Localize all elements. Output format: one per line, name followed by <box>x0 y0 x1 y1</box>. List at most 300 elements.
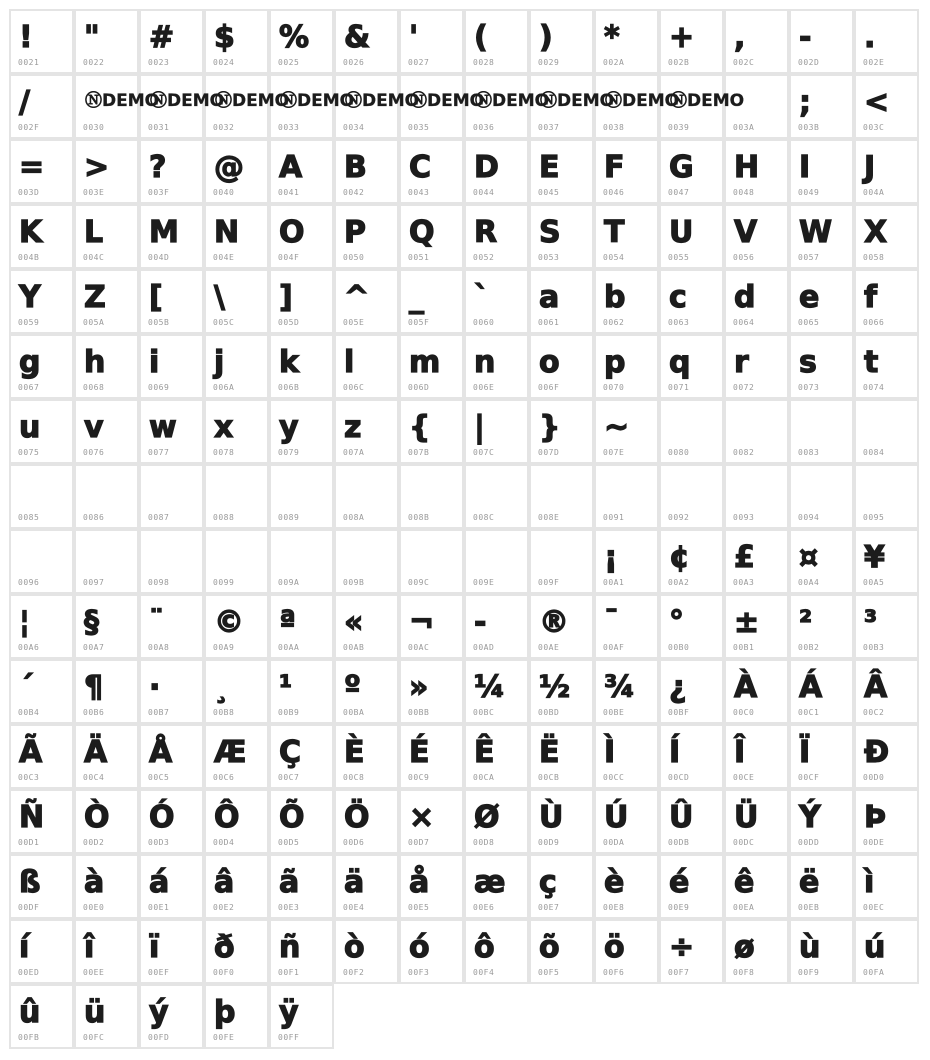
unicode-code-label: 00A8 <box>148 643 170 652</box>
unicode-code-label: 00A1 <box>603 578 625 587</box>
glyph-cell <box>464 789 529 854</box>
unicode-code-label: 00E0 <box>83 903 105 912</box>
glyph-cell <box>854 204 919 269</box>
glyph-sample: ù <box>799 930 820 965</box>
glyph-cell <box>334 204 399 269</box>
glyph-cell <box>789 594 854 659</box>
glyph-sample: P <box>344 215 365 250</box>
glyph-cell <box>334 464 399 529</box>
glyph-cell <box>334 139 399 204</box>
glyph-cell <box>74 529 139 594</box>
glyph-sample: H <box>734 150 759 185</box>
glyph-sample: « <box>344 605 363 640</box>
glyph-cell <box>139 204 204 269</box>
glyph-cell <box>9 659 74 724</box>
glyph-sample: Ç <box>279 735 301 770</box>
unicode-code-label: 002E <box>863 58 885 67</box>
glyph-sample: º <box>344 670 360 705</box>
glyph-sample: Ü <box>734 800 758 835</box>
unicode-code-label: 0088 <box>213 513 235 522</box>
unicode-code-label: 00BF <box>668 708 690 717</box>
unicode-code-label: 00AF <box>603 643 625 652</box>
unicode-code-label: 0040 <box>213 188 235 197</box>
unicode-code-label: 00B4 <box>18 708 40 717</box>
glyph-cell <box>9 334 74 399</box>
unicode-code-label: 007E <box>603 448 625 457</box>
demo-placeholder-glyph: ⓃDEMO <box>150 91 225 111</box>
glyph-cell <box>204 204 269 269</box>
unicode-code-label: 0045 <box>538 188 560 197</box>
glyph-cell <box>204 789 269 854</box>
unicode-code-label: 00AA <box>278 643 300 652</box>
glyph-sample: f <box>864 280 877 315</box>
glyph-cell <box>529 659 594 724</box>
glyph-cell <box>269 464 334 529</box>
glyph-sample: e <box>799 280 819 315</box>
glyph-sample: ÷ <box>669 930 694 965</box>
unicode-code-label: 00AB <box>343 643 365 652</box>
unicode-code-label: 0055 <box>668 253 690 262</box>
glyph-sample: ; <box>799 85 810 120</box>
glyph-cell <box>9 724 74 789</box>
glyph-cell <box>724 464 789 529</box>
glyph-sample: { <box>409 410 430 445</box>
glyph-sample: h <box>84 345 105 380</box>
unicode-code-label: 005D <box>278 318 300 327</box>
unicode-code-label: 0092 <box>668 513 690 522</box>
unicode-code-label: 00AC <box>408 643 430 652</box>
glyph-cell <box>529 399 594 464</box>
glyph-cell <box>399 594 464 659</box>
unicode-code-label: 005B <box>148 318 170 327</box>
unicode-code-label: 004A <box>863 188 885 197</box>
glyph-cell <box>399 334 464 399</box>
glyph-sample: + <box>669 20 694 55</box>
glyph-sample: d <box>734 280 755 315</box>
demo-placeholder-glyph: ⓃDEMO <box>85 91 160 111</box>
unicode-code-label: 00A3 <box>733 578 755 587</box>
glyph-sample: c <box>669 280 686 315</box>
unicode-code-label: 00C8 <box>343 773 365 782</box>
glyph-sample: · <box>149 670 160 705</box>
glyph-sample: ° <box>669 605 683 640</box>
unicode-code-label: 007B <box>408 448 430 457</box>
glyph-cell <box>529 9 594 74</box>
glyph-cell <box>9 919 74 984</box>
unicode-code-label: 0034 <box>343 123 365 132</box>
unicode-code-label: 0066 <box>863 318 885 327</box>
glyph-sample: " <box>84 20 99 55</box>
glyph-cell <box>724 919 789 984</box>
unicode-code-label: 00D1 <box>18 838 40 847</box>
glyph-cell <box>594 269 659 334</box>
glyph-cell <box>464 594 529 659</box>
glyph-sample: Ö <box>344 800 369 835</box>
glyph-cell <box>724 594 789 659</box>
glyph-cell <box>269 789 334 854</box>
glyph-cell <box>529 204 594 269</box>
unicode-code-label: 006F <box>538 383 560 392</box>
glyph-sample: â <box>214 865 234 900</box>
glyph-cell <box>854 659 919 724</box>
demo-placeholder-glyph: ⓃDEMO <box>670 91 745 111</box>
glyph-sample: g <box>19 345 40 380</box>
glyph-cell <box>724 399 789 464</box>
glyph-cell <box>594 334 659 399</box>
glyph-sample: Û <box>669 800 693 835</box>
unicode-code-label: 00EA <box>733 903 755 912</box>
unicode-code-label: 00EB <box>798 903 820 912</box>
glyph-sample: ä <box>344 865 364 900</box>
glyph-cell <box>269 984 334 1049</box>
glyph-cell <box>659 334 724 399</box>
unicode-code-label: 0027 <box>408 58 430 67</box>
glyph-cell <box>9 529 74 594</box>
unicode-code-label: 00C4 <box>83 773 105 782</box>
glyph-sample: V <box>734 215 757 250</box>
glyph-cell <box>269 334 334 399</box>
glyph-cell <box>789 269 854 334</box>
unicode-code-label: 005A <box>83 318 105 327</box>
glyph-sample: p <box>604 345 625 380</box>
glyph-sample: $ <box>214 20 234 55</box>
unicode-code-label: 00A9 <box>213 643 235 652</box>
unicode-code-label: 003F <box>148 188 170 197</box>
demo-placeholder-glyph: ⓃDEMO <box>215 91 290 111</box>
glyph-sample: } <box>539 410 560 445</box>
glyph-sample: R <box>474 215 497 250</box>
glyph-cell <box>594 724 659 789</box>
unicode-code-label: 00CD <box>668 773 690 782</box>
unicode-code-label: 00EF <box>148 968 170 977</box>
glyph-cell <box>594 919 659 984</box>
demo-placeholder-glyph: ⓃDEMO <box>540 91 615 111</box>
glyph-cell <box>74 919 139 984</box>
glyph-sample: T <box>604 215 624 250</box>
unicode-code-label: 00EC <box>863 903 885 912</box>
glyph-cell <box>789 9 854 74</box>
glyph-cell <box>334 334 399 399</box>
unicode-code-label: 00F6 <box>603 968 625 977</box>
glyph-cell <box>659 854 724 919</box>
glyph-sample: Æ <box>214 735 246 770</box>
glyph-cell <box>269 529 334 594</box>
glyph-cell <box>74 724 139 789</box>
unicode-code-label: 00C5 <box>148 773 170 782</box>
unicode-code-label: 0063 <box>668 318 690 327</box>
demo-placeholder-glyph: ⓃDEMO <box>475 91 550 111</box>
unicode-code-label: 0031 <box>148 123 170 132</box>
unicode-code-label: 00FC <box>83 1033 105 1042</box>
glyph-sample: Ò <box>84 800 109 835</box>
glyph-sample: ý <box>149 995 168 1030</box>
glyph-sample: ¤ <box>799 540 818 575</box>
glyph-sample: © <box>214 605 243 640</box>
glyph-cell <box>74 854 139 919</box>
glyph-sample: Z <box>84 280 105 315</box>
glyph-sample: ³ <box>864 605 877 640</box>
glyph-cell <box>789 74 854 139</box>
glyph-sample: » <box>409 670 428 705</box>
glyph-cell <box>9 9 74 74</box>
unicode-code-label: 0078 <box>213 448 235 457</box>
glyph-cell <box>724 269 789 334</box>
glyph-cell <box>139 399 204 464</box>
unicode-code-label: 00D0 <box>863 773 885 782</box>
glyph-sample: F <box>604 150 624 185</box>
unicode-code-label: 00E6 <box>473 903 495 912</box>
glyph-cell <box>74 269 139 334</box>
unicode-code-label: 0030 <box>83 123 105 132</box>
glyph-sample: Ù <box>539 800 563 835</box>
unicode-code-label: 00D5 <box>278 838 300 847</box>
unicode-code-label: 00C1 <box>798 708 820 717</box>
demo-placeholder-glyph: ⓃDEMO <box>345 91 420 111</box>
glyph-sample: i <box>149 345 159 380</box>
glyph-cell <box>594 464 659 529</box>
glyph-cell <box>529 594 594 659</box>
glyph-cell <box>789 529 854 594</box>
unicode-code-label: 0062 <box>603 318 625 327</box>
glyph-sample: À <box>734 670 757 705</box>
glyph-sample: = <box>19 150 44 185</box>
glyph-cell <box>139 464 204 529</box>
glyph-cell <box>594 9 659 74</box>
unicode-code-label: 0032 <box>213 123 235 132</box>
glyph-cell <box>74 399 139 464</box>
glyph-cell <box>399 529 464 594</box>
glyph-sample: N <box>214 215 239 250</box>
unicode-code-label: 0068 <box>83 383 105 392</box>
unicode-code-label: 00E7 <box>538 903 560 912</box>
unicode-code-label: 0043 <box>408 188 430 197</box>
unicode-code-label: 0065 <box>798 318 820 327</box>
glyph-cell <box>139 984 204 1049</box>
glyph-sample: I <box>799 150 810 185</box>
glyph-sample: _ <box>409 280 423 315</box>
glyph-cell <box>854 919 919 984</box>
unicode-code-label: 00FE <box>213 1033 235 1042</box>
glyph-cell <box>334 854 399 919</box>
glyph-sample: D <box>474 150 498 185</box>
unicode-code-label: 00EE <box>83 968 105 977</box>
glyph-cell <box>204 659 269 724</box>
unicode-code-label: 0074 <box>863 383 885 392</box>
glyph-cell <box>789 854 854 919</box>
glyph-cell <box>204 139 269 204</box>
glyph-sample: ¼ <box>474 670 505 705</box>
glyph-sample: S <box>539 215 560 250</box>
glyph-cell <box>464 659 529 724</box>
glyph-cell <box>74 464 139 529</box>
unicode-code-label: 008E <box>538 513 560 522</box>
glyph-cell <box>74 9 139 74</box>
glyph-cell <box>724 139 789 204</box>
glyph-sample: @ <box>214 150 243 185</box>
glyph-sample: - <box>799 20 811 55</box>
glyph-sample: < <box>864 85 889 120</box>
glyph-sample: j <box>214 345 224 380</box>
glyph-cell <box>854 854 919 919</box>
glyph-sample: O <box>279 215 304 250</box>
unicode-code-label: 0083 <box>798 448 820 457</box>
glyph-cell <box>594 854 659 919</box>
unicode-code-label: 00F0 <box>213 968 235 977</box>
unicode-code-label: 00E3 <box>278 903 300 912</box>
glyph-cell <box>659 789 724 854</box>
glyph-cell <box>204 399 269 464</box>
unicode-code-label: 005F <box>408 318 430 327</box>
glyph-cell <box>334 594 399 659</box>
glyph-cell <box>74 139 139 204</box>
glyph-sample: ã <box>279 865 299 900</box>
glyph-cell <box>854 74 919 139</box>
unicode-code-label: 003B <box>798 123 820 132</box>
glyph-sample: / <box>19 85 29 120</box>
unicode-code-label: 0048 <box>733 188 755 197</box>
unicode-code-label: 00BA <box>343 708 365 717</box>
glyph-cell <box>659 204 724 269</box>
unicode-code-label: 00E5 <box>408 903 430 912</box>
glyph-sample: m <box>409 345 440 380</box>
glyph-cell <box>529 529 594 594</box>
glyph-sample: É <box>409 735 429 770</box>
glyph-sample: U <box>669 215 693 250</box>
glyph-cell <box>399 464 464 529</box>
glyph-sample: t <box>864 345 878 380</box>
glyph-sample: ´ <box>19 670 33 705</box>
glyph-sample: v <box>84 410 103 445</box>
unicode-code-label: 004C <box>83 253 105 262</box>
glyph-sample: , <box>734 20 745 55</box>
unicode-code-label: 0044 <box>473 188 495 197</box>
unicode-code-label: 009F <box>538 578 560 587</box>
unicode-code-label: 005C <box>213 318 235 327</box>
glyph-cell <box>724 854 789 919</box>
glyph-sample: Ý <box>799 800 820 835</box>
glyph-sample: ï <box>149 930 159 965</box>
glyph-cell <box>204 9 269 74</box>
unicode-code-label: 00FA <box>863 968 885 977</box>
glyph-sample: Î <box>734 735 745 770</box>
glyph-sample: % <box>279 20 309 55</box>
glyph-cell <box>334 269 399 334</box>
unicode-code-label: 0082 <box>733 448 755 457</box>
glyph-sample: k <box>279 345 298 380</box>
unicode-code-label: 0035 <box>408 123 430 132</box>
glyph-cell <box>789 399 854 464</box>
unicode-code-label: 009B <box>343 578 365 587</box>
glyph-cell <box>269 269 334 334</box>
unicode-code-label: 006C <box>343 383 365 392</box>
unicode-code-label: 00B7 <box>148 708 170 717</box>
glyph-sample: ¬ <box>409 605 434 640</box>
glyph-cell <box>269 204 334 269</box>
glyph-cell <box>334 529 399 594</box>
unicode-code-label: 00D8 <box>473 838 495 847</box>
glyph-sample: G <box>669 150 693 185</box>
glyph-cell <box>74 594 139 659</box>
glyph-sample: Ô <box>214 800 239 835</box>
glyph-cell <box>724 334 789 399</box>
glyph-sample: u <box>19 410 40 445</box>
unicode-code-label: 00CA <box>473 773 495 782</box>
unicode-code-label: 0071 <box>668 383 690 392</box>
glyph-sample: Ø <box>474 800 499 835</box>
glyph-cell <box>789 204 854 269</box>
glyph-cell <box>334 919 399 984</box>
unicode-code-label: 0023 <box>148 58 170 67</box>
unicode-code-label: 0046 <box>603 188 625 197</box>
glyph-cell <box>464 464 529 529</box>
glyph-sample: Đ <box>864 735 889 770</box>
glyph-cell <box>334 659 399 724</box>
glyph-cell <box>464 724 529 789</box>
unicode-code-label: 0022 <box>83 58 105 67</box>
glyph-cell <box>594 399 659 464</box>
glyph-cell <box>269 594 334 659</box>
unicode-code-label: 00B8 <box>213 708 235 717</box>
glyph-sample: ð <box>214 930 234 965</box>
glyph-sample: ÿ <box>279 995 298 1030</box>
unicode-code-label: 0054 <box>603 253 625 262</box>
glyph-sample: ò <box>344 930 364 965</box>
glyph-sample: ¢ <box>669 540 689 575</box>
glyph-sample: ¯ <box>604 605 618 640</box>
glyph-sample: b <box>604 280 625 315</box>
unicode-code-label: 007A <box>343 448 365 457</box>
unicode-code-label: 0061 <box>538 318 560 327</box>
glyph-sample: Â <box>864 670 887 705</box>
glyph-cell <box>594 594 659 659</box>
glyph-cell <box>204 854 269 919</box>
glyph-sample: ß <box>19 865 40 900</box>
glyph-sample: ~ <box>604 410 629 445</box>
glyph-cell <box>334 724 399 789</box>
glyph-cell <box>854 789 919 854</box>
glyph-cell <box>789 919 854 984</box>
unicode-code-label: 0057 <box>798 253 820 262</box>
unicode-code-label: 0039 <box>668 123 690 132</box>
glyph-sample: § <box>84 605 98 640</box>
glyph-sample: Õ <box>279 800 304 835</box>
glyph-cell <box>139 724 204 789</box>
unicode-code-label: 00F4 <box>473 968 495 977</box>
glyph-cell <box>139 789 204 854</box>
unicode-code-label: 0070 <box>603 383 625 392</box>
glyph-sample: ª <box>279 605 295 640</box>
unicode-code-label: 003E <box>83 188 105 197</box>
glyph-sample: J <box>864 150 875 185</box>
unicode-code-label: 0064 <box>733 318 755 327</box>
unicode-code-label: 00E1 <box>148 903 170 912</box>
unicode-code-label: 0089 <box>278 513 300 522</box>
unicode-code-label: 0069 <box>148 383 170 392</box>
glyph-cell <box>269 9 334 74</box>
glyph-cell <box>9 854 74 919</box>
unicode-code-label: 0098 <box>148 578 170 587</box>
glyph-cell <box>9 74 74 139</box>
unicode-code-label: 0021 <box>18 58 40 67</box>
unicode-code-label: 002A <box>603 58 625 67</box>
glyph-sample: ¨ <box>149 605 163 640</box>
unicode-code-label: 0096 <box>18 578 40 587</box>
glyph-sample: é <box>669 865 689 900</box>
glyph-sample: X <box>864 215 887 250</box>
glyph-cell <box>464 334 529 399</box>
glyph-cell <box>724 789 789 854</box>
unicode-code-label: 00C3 <box>18 773 40 782</box>
